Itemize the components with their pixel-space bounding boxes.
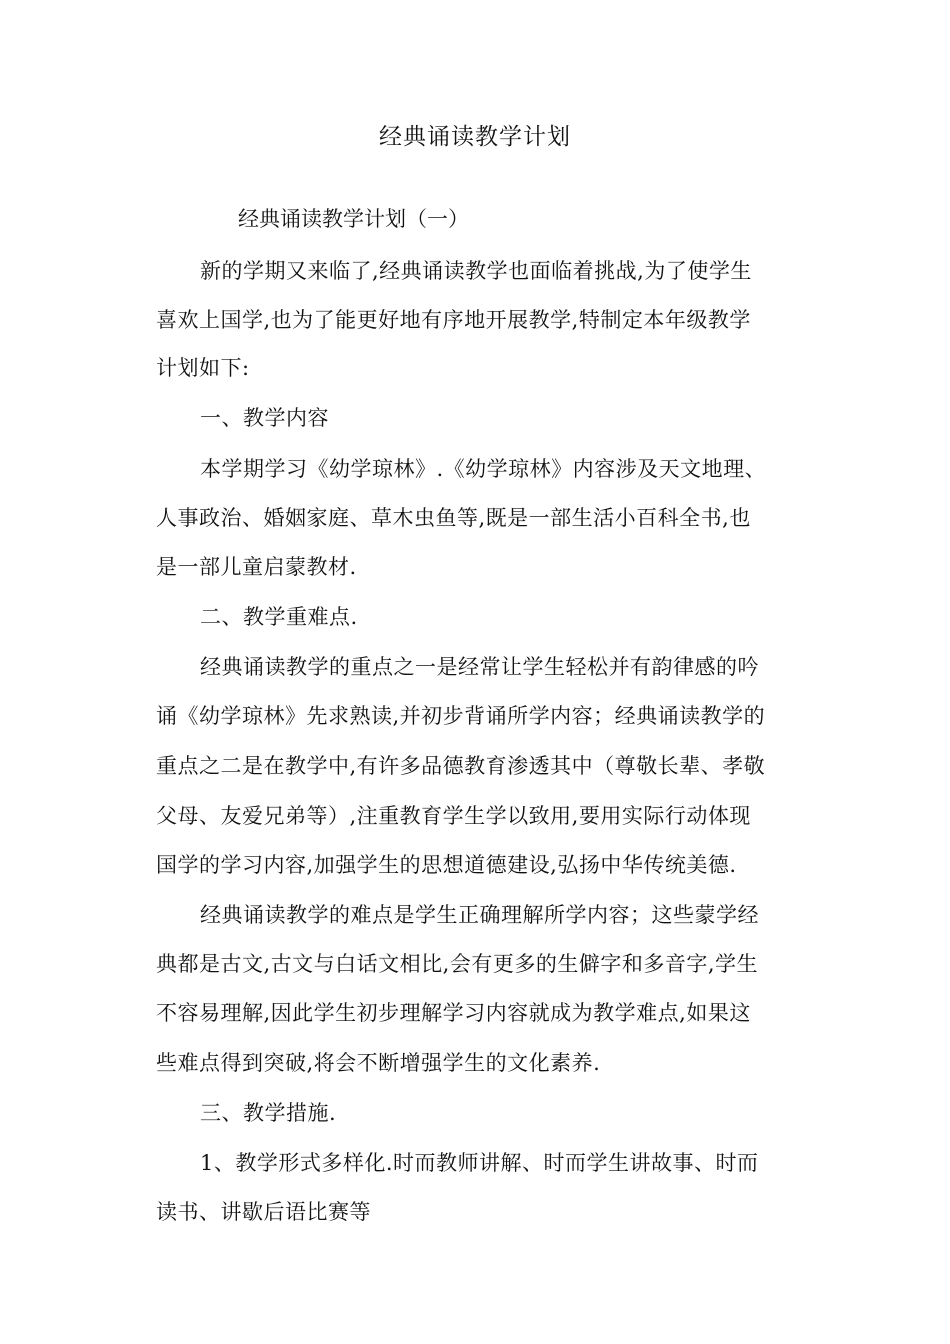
paragraph-line: 人事政治、婚姻家庭、草木虫鱼等,既是一部生活小百科全书,也 bbox=[156, 506, 751, 530]
paragraph-line: 父母、友爱兄弟等）,注重教育学生学以致用,要用实际行动体现 bbox=[156, 804, 751, 828]
paragraph-line: 诵《幼学琼林》先求熟读,并初步背诵所学内容；经典诵读教学的 bbox=[156, 704, 766, 728]
paragraph-line: 典都是古文,古文与白话文相比,会有更多的生僻字和多音字,学生 bbox=[156, 952, 759, 976]
paragraph-line: 不容易理解,因此学生初步理解学习内容就成为教学难点,如果这 bbox=[156, 1001, 751, 1025]
paragraph-line: 些难点得到突破,将会不断增强学生的文化素养. bbox=[156, 1051, 601, 1075]
section-heading: 二、教学重难点. bbox=[200, 605, 358, 629]
document-title: 经典诵读教学计划 bbox=[379, 124, 571, 150]
document-subtitle: 经典诵读教学计划（一） bbox=[238, 207, 469, 231]
paragraph-line: 经典诵读教学的重点之一是经常让学生轻松并有韵律感的吟 bbox=[200, 655, 759, 679]
paragraph-line: 国学的学习内容,加强学生的思想道德建设,弘扬中华传统美德. bbox=[156, 853, 737, 877]
paragraph-line: 计划如下: bbox=[156, 356, 250, 380]
paragraph-line: 本学期学习《幼学琼林》.《幼学琼林》内容涉及天文地理、 bbox=[200, 457, 767, 481]
section-heading: 一、教学内容 bbox=[200, 406, 329, 430]
paragraph-line: 重点之二是在教学中,有许多品德教育渗透其中（尊敬长辈、孝敬 bbox=[156, 754, 766, 778]
paragraph-line: 是一部儿童启蒙教材. bbox=[156, 555, 357, 579]
paragraph-line: 读书、讲歇后语比赛等 bbox=[156, 1200, 371, 1224]
paragraph-line: 新的学期又来临了,经典诵读教学也面临着挑战,为了使学生 bbox=[200, 259, 752, 283]
section-heading: 三、教学措施. bbox=[200, 1101, 337, 1125]
paragraph-line: 经典诵读教学的难点是学生正确理解所学内容；这些蒙学经 bbox=[200, 903, 759, 927]
paragraph-line: 喜欢上国学,也为了能更好地有序地开展教学,特制定本年级教学 bbox=[156, 308, 751, 332]
paragraph-line: 1、教学形式多样化.时而教师讲解、时而学生讲故事、时而 bbox=[200, 1151, 759, 1175]
